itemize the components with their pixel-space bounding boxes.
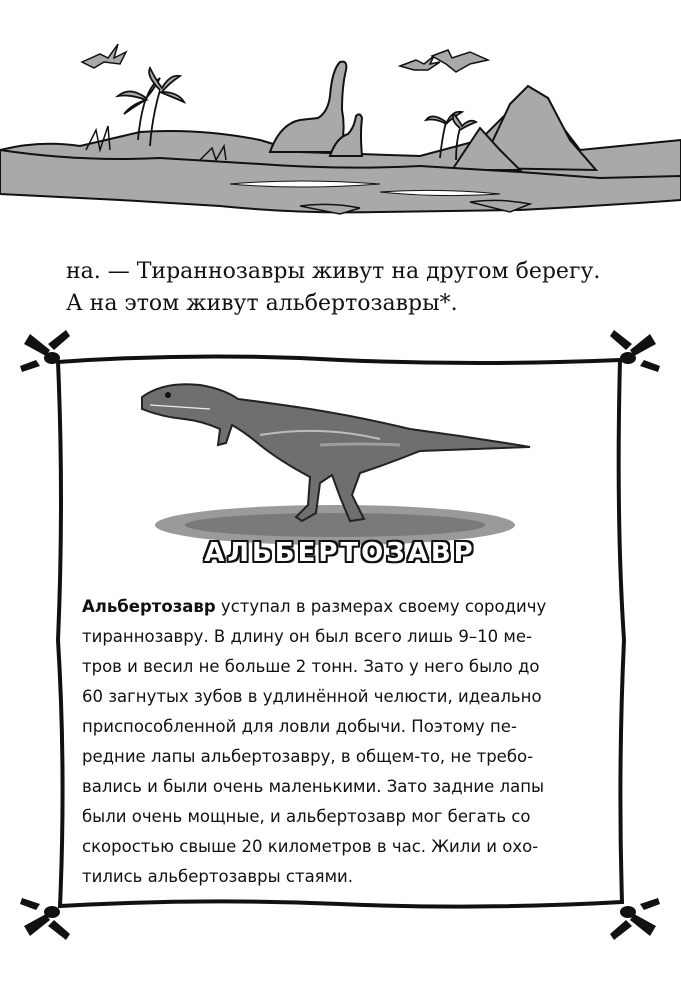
pterosaur-icon bbox=[82, 44, 126, 68]
prehistoric-landscape-illustration bbox=[0, 0, 681, 225]
card-term: Альбертозавр bbox=[82, 597, 216, 616]
footprint-icon bbox=[610, 898, 660, 940]
card-line: вались и были очень маленькими. Зато задние лапы bbox=[82, 777, 545, 796]
card-line bbox=[82, 592, 572, 622]
card-title: АЛЬБЕРТОЗАВР bbox=[204, 538, 476, 568]
card-line: тров и весил не больше 2 тонн. Зато у него было до bbox=[82, 657, 540, 676]
story-text bbox=[66, 256, 626, 320]
pterosaur-icon bbox=[400, 56, 440, 70]
sauropod-icon bbox=[270, 62, 346, 152]
card-line-rest: уступал в размерах своему сородичу bbox=[215, 597, 547, 616]
card-line: тились альбертозавры стаями. bbox=[82, 867, 354, 886]
pterosaur-icon bbox=[432, 50, 488, 72]
card-line: редние лапы альбертозавру, в общем-то, не требо- bbox=[82, 747, 534, 766]
card-line: тираннозавру. В длину он был всего лишь 9–10 ме- bbox=[82, 627, 532, 646]
albertosaurus-illustration bbox=[120, 365, 550, 550]
story-line: А на этом живут альбертозавры*. bbox=[66, 291, 458, 316]
story-line: на. — Тираннозавры живут на другом берегу. bbox=[66, 259, 601, 284]
card-description bbox=[82, 592, 572, 892]
card-line: приспособленной для ловли добычи. Поэтому пе- bbox=[82, 717, 517, 736]
card-line: были очень мощные, и альбертозавр мог бегать со bbox=[82, 807, 531, 826]
card-line: 60 загнутых зубов в удлинённой челюсти, идеально bbox=[82, 687, 542, 706]
card-line: скоростью свыше 20 километров в час. Жили и охо- bbox=[82, 837, 539, 856]
